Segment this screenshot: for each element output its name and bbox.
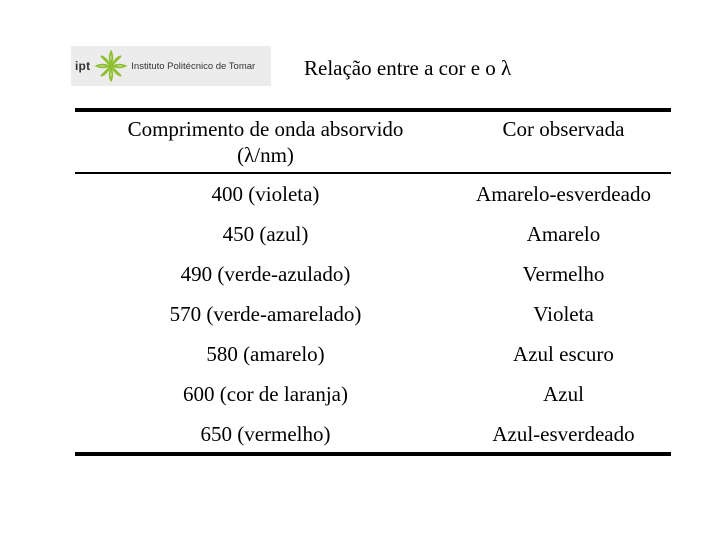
table-row (75, 334, 671, 374)
absorbed-cell: 650 (vermelho) (200, 422, 331, 446)
absorbed-cell: 400 (violeta) (211, 182, 320, 206)
table-row (75, 294, 671, 334)
color-wavelength-table (75, 108, 671, 456)
absorbed-cell: 580 (amarelo) (206, 342, 325, 366)
logo-institution-name: Instituto Politécnico de Tomar (131, 60, 256, 72)
table-row (75, 174, 671, 214)
header-absorbed-wavelength (75, 116, 456, 168)
absorbed-cell: 490 (verde-azulado) (180, 262, 351, 286)
absorbed-cell: 570 (verde-amarelado) (169, 302, 362, 326)
observed-cell: Amarelo-esverdeado (476, 182, 651, 206)
absorbed-cell: 600 (cor de laranja) (183, 382, 348, 406)
observed-cell: Vermelho (522, 262, 605, 286)
header-absorbed-line1: Comprimento de onda absorvido (127, 117, 404, 141)
table-row (75, 374, 671, 414)
table-row (75, 414, 671, 454)
observed-cell: Amarelo (526, 222, 601, 246)
table-row (75, 254, 671, 294)
observed-cell: Azul-esverdeado (492, 422, 635, 446)
institution-logo (71, 46, 271, 86)
table-top-rule (75, 108, 671, 112)
absorbed-cell: 450 (azul) (222, 222, 309, 246)
table-bottom-rule (75, 452, 671, 456)
table-row (75, 214, 671, 254)
header-observed-color: Cor observada (502, 117, 625, 141)
logo-abbreviation: ipt (75, 59, 91, 73)
header-absorbed-line2: (λ/nm) (237, 143, 294, 167)
logo-flower-icon (93, 48, 129, 84)
slide-title: Relação entre a cor e o λ (304, 56, 512, 80)
observed-cell: Violeta (533, 302, 594, 326)
observed-cell: Azul escuro (513, 342, 614, 366)
observed-cell: Azul (543, 382, 584, 406)
